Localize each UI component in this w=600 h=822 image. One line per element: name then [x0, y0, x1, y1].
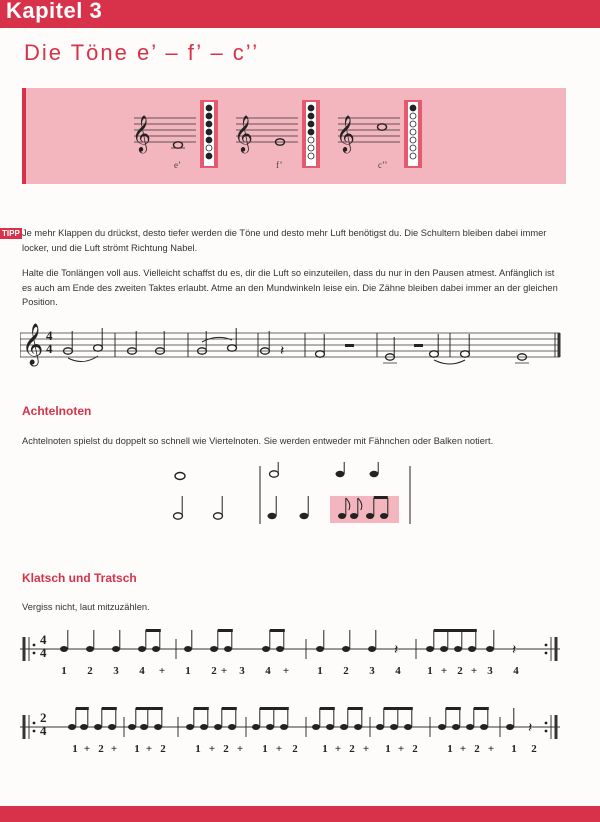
note-label: c’’ — [378, 160, 388, 170]
half-rest-icon — [414, 344, 423, 347]
time-sig-bottom: 4 — [40, 723, 47, 738]
count-label: + — [470, 665, 478, 677]
repeat-dot — [33, 644, 36, 647]
eighth-beam — [76, 707, 89, 710]
count-label: 1 — [185, 665, 191, 677]
quarter-rest-icon: 𝄽 — [280, 344, 285, 359]
quarter-note — [368, 646, 376, 652]
eighth-note — [152, 646, 160, 652]
eighth-beam — [474, 707, 489, 710]
count-label: 4 — [139, 665, 145, 677]
fingering-chart — [22, 88, 562, 184]
finger-hole — [410, 105, 416, 111]
quarter-note — [112, 646, 120, 652]
section-heading-klatsch: Klatsch und Tratsch — [22, 571, 137, 585]
eighth-beam — [270, 629, 285, 632]
eighth-note — [312, 724, 320, 730]
eighth-note — [80, 724, 88, 730]
quarter-note — [370, 471, 379, 477]
repeat-dot — [545, 730, 548, 733]
count-label: + — [282, 665, 290, 677]
finger-hole — [410, 137, 416, 143]
count-label: 2 — [160, 743, 166, 755]
eighth-note — [266, 724, 274, 730]
quarter-note — [506, 724, 514, 730]
treble-clef-icon: 𝄞 — [22, 324, 44, 364]
count-label: 1 — [447, 743, 453, 755]
count-label: 3 — [487, 665, 493, 677]
time-sig-top: 4 — [40, 632, 47, 647]
finger-hole — [206, 137, 212, 143]
finger-hole — [206, 145, 212, 151]
count-label: + — [83, 743, 91, 755]
count-label: 1 — [427, 665, 433, 677]
count-label: + — [440, 665, 448, 677]
count-label: 2 — [211, 665, 217, 677]
eighth-note — [252, 724, 260, 730]
finger-hole — [308, 121, 314, 127]
eighth-beam — [218, 629, 233, 632]
finger-hole — [410, 113, 416, 119]
eighth-note — [224, 646, 232, 652]
repeat-dot — [545, 722, 548, 725]
eighth-note — [354, 724, 362, 730]
eighth-note — [390, 724, 398, 730]
whole-note — [174, 142, 183, 148]
count-label: + — [362, 743, 370, 755]
treble-clef-icon: 𝄞 — [336, 115, 355, 151]
quarter-note — [300, 513, 309, 519]
count-label: 2 — [457, 665, 463, 677]
eighth-note — [108, 724, 116, 730]
eighth-note — [262, 646, 270, 652]
eighth-note — [210, 646, 218, 652]
count-label: + — [459, 743, 467, 755]
count-label: 3 — [369, 665, 375, 677]
eighth-note — [138, 646, 146, 652]
eighth-note — [326, 724, 334, 730]
eighth-beam — [320, 707, 335, 710]
finger-hole — [308, 113, 314, 119]
footer-bar — [0, 806, 600, 822]
eighth-note — [376, 724, 384, 730]
time-sig-bottom: 4 — [46, 341, 53, 356]
eighth-note — [68, 724, 76, 730]
tipp-text: Je mehr Klappen du drückst, desto tiefer werden die Töne und desto mehr Luft benötigst du. Die Schultern bleiben dabei immer locker, und die Luft strömt Richtung Nabel. — [22, 228, 547, 253]
half-note — [94, 345, 103, 351]
count-label: + — [334, 743, 342, 755]
count-label: 1 — [511, 743, 517, 755]
treble-clef-icon: 𝄞 — [234, 115, 253, 151]
chapter-label: Kapitel 3 — [6, 0, 103, 23]
repeat-dot — [545, 652, 548, 655]
eighth-note — [140, 724, 148, 730]
tipp-badge: TIPP — [2, 229, 20, 238]
count-label: 3 — [113, 665, 119, 677]
eighth-note — [186, 724, 194, 730]
eighth-beam — [260, 707, 289, 710]
count-label: 2 — [223, 743, 229, 755]
quarter-note — [486, 646, 494, 652]
eighth-note — [338, 513, 346, 519]
finger-hole — [206, 129, 212, 135]
eighth-note — [438, 724, 446, 730]
rhythm-line-1 — [20, 622, 565, 678]
eighth-note — [280, 724, 288, 730]
time-sig-top: 4 — [46, 328, 53, 343]
count-label: + — [487, 743, 495, 755]
count-label: + — [275, 743, 283, 755]
count-label: 2 — [98, 743, 104, 755]
count-label: + — [397, 743, 405, 755]
eighth-beam — [136, 707, 163, 710]
eighth-note — [200, 724, 208, 730]
half-note — [174, 513, 183, 519]
half-rest-icon — [345, 344, 354, 347]
half-note — [461, 351, 470, 357]
half-note — [430, 351, 439, 357]
count-label: 1 — [262, 743, 268, 755]
whole-note — [175, 473, 185, 480]
finger-hole — [206, 121, 212, 127]
finger-hole — [410, 145, 416, 151]
finger-hole — [206, 105, 212, 111]
count-label: 1 — [195, 743, 201, 755]
quarter-note — [184, 646, 192, 652]
finger-hole — [308, 145, 314, 151]
eighth-note — [426, 646, 434, 652]
eighth-beam — [102, 707, 117, 710]
tie-arc — [434, 360, 465, 364]
note-label: e’ — [174, 160, 181, 170]
finger-hole — [410, 153, 416, 159]
time-sig-bottom: 4 — [40, 645, 47, 660]
count-label: 2 — [87, 665, 93, 677]
eighth-beam — [146, 629, 161, 632]
rhythm-line-2 — [20, 700, 565, 756]
achtelnoten-text: Achtelnoten spielst du doppelt so schnell wie Viertelnoten. Sie werden entweder mit Fähnchen oder Balken notiert. — [22, 436, 494, 446]
count-label: 1 — [134, 743, 140, 755]
count-label: + — [236, 743, 244, 755]
eighth-beam — [446, 707, 461, 710]
count-label: 2 — [531, 743, 537, 755]
count-label: 2 — [292, 743, 298, 755]
eighth-beam — [222, 707, 237, 710]
note-value-diagram — [160, 462, 430, 532]
count-label: 4 — [265, 665, 271, 677]
eighth-note — [480, 724, 488, 730]
eighth-note — [128, 724, 136, 730]
quarter-note — [60, 646, 68, 652]
repeat-dot — [545, 644, 548, 647]
eighth-note — [214, 724, 222, 730]
treble-clef-icon: 𝄞 — [132, 115, 151, 151]
eighth-note — [350, 513, 358, 519]
half-note — [316, 351, 325, 357]
quarter-note — [86, 646, 94, 652]
melody-staff — [20, 318, 565, 374]
quarter-rest-icon: 𝄽 — [394, 643, 399, 658]
eighth-beam — [348, 707, 363, 710]
count-label: 1 — [72, 743, 78, 755]
finger-hole — [206, 113, 212, 119]
time-sig-top: 2 — [40, 710, 47, 725]
exercise-instructions: Halte die Tonlängen voll aus. Vielleicht schaffst du es, dir die Luft so einzuteilen, dass du nur in den Pausen atmest. Anfänglich ist es auch am Ende des zweiten Taktes erlaubt. Atme an den Mundwinkeln leise ein. Die Zähne bleiben dabei immer an der gleichen Position. — [22, 268, 558, 307]
eighth-beam — [384, 707, 413, 710]
quarter-note — [268, 513, 277, 519]
eighth-note — [380, 513, 388, 519]
count-label: 1 — [317, 665, 323, 677]
finger-hole — [308, 153, 314, 159]
count-label: + — [110, 743, 118, 755]
quarter-rest-icon: 𝄽 — [512, 643, 517, 658]
eighth-note — [94, 724, 102, 730]
half-note — [214, 513, 223, 519]
eighth-note — [228, 724, 236, 730]
count-label: 2 — [412, 743, 418, 755]
count-label: 4 — [513, 665, 519, 677]
eighth-note — [468, 646, 476, 652]
count-label: 1 — [322, 743, 328, 755]
repeat-dot — [33, 652, 36, 655]
count-label: 2 — [343, 665, 349, 677]
quarter-note — [316, 646, 324, 652]
finger-hole — [308, 137, 314, 143]
count-label: 2 — [474, 743, 480, 755]
section-heading-achtelnoten: Achtelnoten — [22, 404, 92, 418]
count-label: + — [145, 743, 153, 755]
eighth-beam — [374, 496, 388, 499]
half-note — [270, 471, 279, 477]
count-label: + — [220, 665, 228, 677]
eighth-highlight — [330, 496, 399, 523]
eighth-note — [340, 724, 348, 730]
count-label: + — [158, 665, 166, 677]
quarter-note — [336, 471, 345, 477]
eighth-note — [366, 513, 374, 519]
count-label: 1 — [61, 665, 67, 677]
eighth-note — [454, 646, 462, 652]
count-label: 4 — [395, 665, 401, 677]
eighth-note — [466, 724, 474, 730]
note-label: f’ — [276, 160, 283, 170]
finger-hole — [308, 105, 314, 111]
half-note — [228, 345, 237, 351]
count-label: + — [208, 743, 216, 755]
count-label: 1 — [385, 743, 391, 755]
eighth-beam — [194, 707, 209, 710]
repeat-dot — [33, 722, 36, 725]
eighth-note — [404, 724, 412, 730]
quarter-note — [342, 646, 350, 652]
eighth-note — [154, 724, 162, 730]
eighth-beam — [434, 629, 477, 632]
eighth-note — [440, 646, 448, 652]
count-label: 3 — [239, 665, 245, 677]
whole-note — [378, 124, 387, 130]
eighth-note — [276, 646, 284, 652]
finger-hole — [308, 129, 314, 135]
count-label: 2 — [349, 743, 355, 755]
page-title: Die Töne e’ – f’ – c’’ — [24, 40, 260, 65]
finger-hole — [206, 153, 212, 159]
klatsch-text: Vergiss nicht, laut mitzuzählen. — [22, 602, 150, 612]
eighth-note — [452, 724, 460, 730]
finger-hole — [410, 129, 416, 135]
quarter-rest-icon: 𝄽 — [528, 721, 533, 736]
finger-hole — [410, 121, 416, 127]
repeat-dot — [33, 730, 36, 733]
